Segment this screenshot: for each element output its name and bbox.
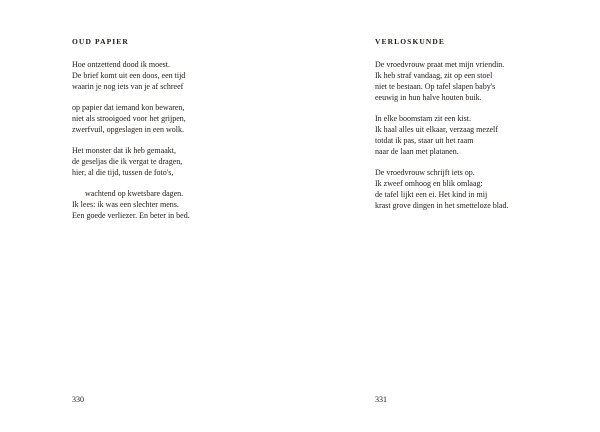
stanza: [375, 167, 535, 211]
stanza: [72, 59, 232, 92]
poem-line: Ik haal alles uit elkaar, verzaag mezelf: [375, 125, 498, 134]
page-number: 330: [72, 395, 84, 404]
right-poem: [375, 37, 535, 221]
poem-line: op papier dat iemand kon bewaren,: [72, 103, 185, 112]
poem-line: Ik zweef omhoog en blik omlaag:: [375, 179, 483, 188]
poem-line: niet als strooigoed voor het grijpen,: [72, 114, 186, 123]
poem-line: Het monster dat ik heb gemaakt,: [72, 146, 176, 155]
stanza: [375, 113, 535, 157]
stanza: [72, 102, 232, 135]
poem-line: Een goede verliezer. En beter in bed.: [72, 211, 190, 220]
stanza: [72, 188, 232, 221]
poem-line: totdat ik pas, staar uit het raam: [375, 136, 474, 145]
poem-line: Hoe ontzettend dood ik moest.: [72, 60, 170, 69]
poem-line: krast grove dingen in het smetteloze blad.: [375, 201, 509, 210]
poem-line: hier, al die tijd, tussen de foto's,: [72, 168, 174, 177]
poem-line: naar de laan met platanen.: [375, 147, 459, 156]
left-poem: [72, 37, 232, 231]
poem-line: Ik heb straf vandaag, zit op een stoel: [375, 71, 493, 80]
stanza: [375, 59, 535, 103]
poem-line: de tafel lijkt een ei. Het kind in mij: [375, 190, 488, 199]
poem-line: De brief komt uit een doos, een tijd: [72, 71, 186, 80]
poem-line: waarin je nog iets van je af schreef: [72, 82, 184, 91]
poem-line: In elke boomstam zit een kist.: [375, 114, 471, 123]
poem-title-oud-papier: OUD PAPIER: [72, 37, 129, 46]
poem-line: De vroedvrouw schrijft iets op.: [375, 168, 475, 177]
poem-line: Ik lees: ik was een slechter mens.: [72, 200, 179, 209]
poem-line: zwerfvuil, opgeslagen in een wolk.: [72, 125, 184, 134]
poem-line: niet te bestaan. Op tafel slapen baby's: [375, 82, 496, 91]
page-number: 331: [375, 395, 387, 404]
poem-line: wachtend op kwetsbare dagen.: [85, 189, 184, 198]
poem-line: eeuwig in hun halve houten buik.: [375, 93, 482, 102]
poem-line: de geseljas die ik vergat te dragen,: [72, 157, 183, 166]
poem-line: De vroedvrouw praat met mijn vriendin.: [375, 60, 505, 69]
right-page: [300, 0, 600, 432]
poem-title-verloskunde: VERLOSKUNDE: [375, 37, 446, 46]
stanza: [72, 145, 232, 178]
